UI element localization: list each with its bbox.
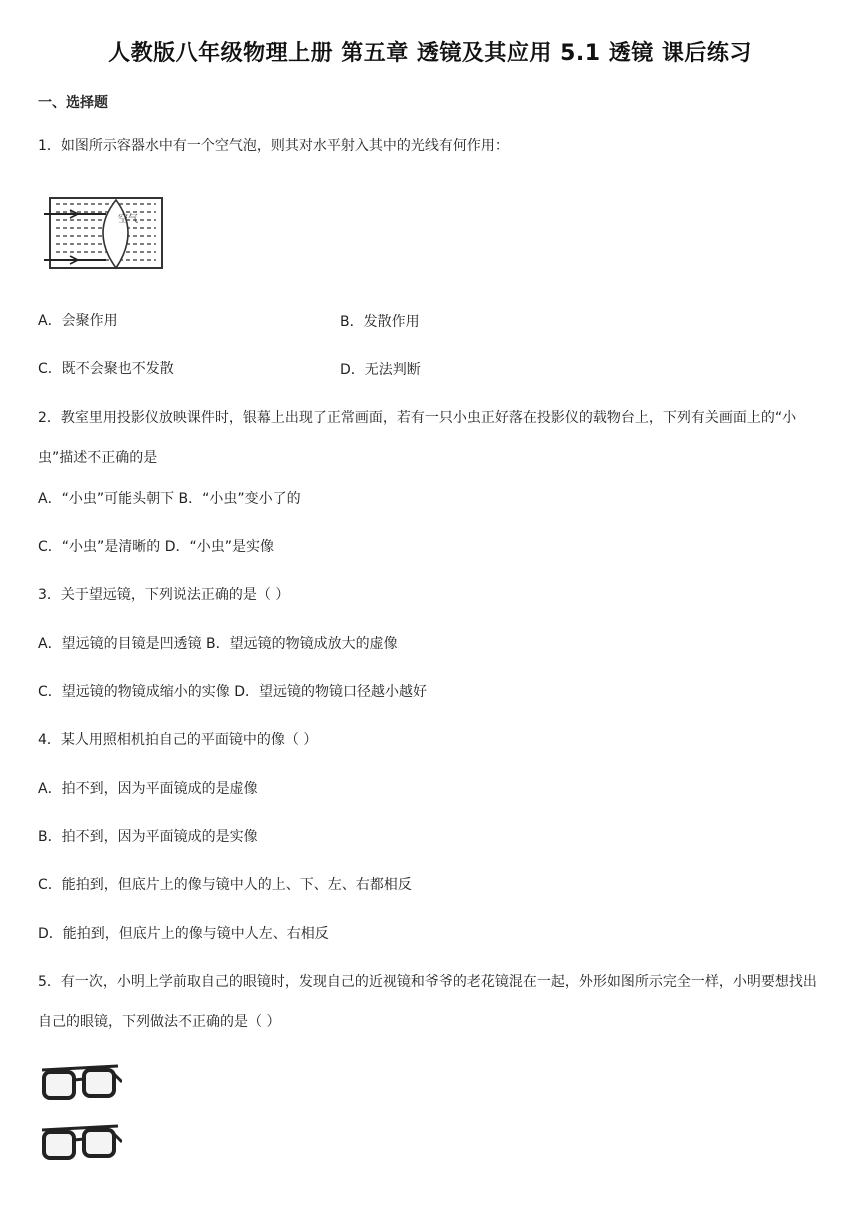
question-5-stem: 5．有一次，小明上学前取自己的眼镜时，发现自己的近视镜和爷爷的老花镜混在一起，外形如图所示完全一样，小明要想找出自己的眼镜，下列做法不正确的是（ ） [38, 974, 817, 1030]
page-title: 人教版八年级物理上册 第五章 透镜及其应用 5.1 透镜 课后练习 [108, 41, 752, 66]
question-1-stem: 1．如图所示容器水中有一个空气泡，则其对水平射入其中的光线有何作用： [38, 138, 509, 154]
q4-option-a: A．拍不到，因为平面镜成的是虚像 [38, 781, 258, 797]
q1-option-b: B．发散作用 [340, 314, 420, 330]
question-2-stem: 2．教室里用投影仪放映课件时，银幕上出现了正常画面，若有一只小虫正好落在投影仪的载物台上，下列有关画面上的“小虫”描述不正确的是 [38, 410, 797, 466]
q1-option-d: D．无法判断 [340, 362, 421, 378]
glasses-icon [38, 1060, 122, 1108]
section-heading: 一、选择题 [38, 95, 108, 111]
q2-options-cd: C．“小虫”是清晰的 D．“小虫”是实像 [38, 539, 275, 555]
q4-option-c: C．能拍到，但底片上的像与镜中人的上、下、左、右都相反 [38, 877, 412, 893]
glasses-icon [38, 1120, 122, 1168]
bubble-label: 空气 [118, 214, 138, 225]
q2-options-ab: A．“小虫”可能头朝下 B．“小虫”变小了的 [38, 491, 301, 507]
q3-options-cd: C．望远镜的物镜成缩小的实像 D．望远镜的物镜口径越小越好 [38, 684, 428, 700]
q1-option-a: A．会聚作用 [38, 313, 118, 329]
air-bubble-diagram [44, 192, 168, 274]
question-3-stem: 3．关于望远镜，下列说法正确的是（ ） [38, 587, 290, 603]
question-4-stem: 4．某人用照相机拍自己的平面镜中的像（ ） [38, 732, 318, 748]
q4-option-d: D．能拍到，但底片上的像与镜中人左、右相反 [38, 926, 329, 942]
q3-options-ab: A．望远镜的目镜是凹透镜 B．望远镜的物镜成放大的虚像 [38, 636, 398, 652]
q1-option-c: C．既不会聚也不发散 [38, 361, 174, 377]
q4-option-b: B．拍不到，因为平面镜成的是实像 [38, 829, 258, 845]
